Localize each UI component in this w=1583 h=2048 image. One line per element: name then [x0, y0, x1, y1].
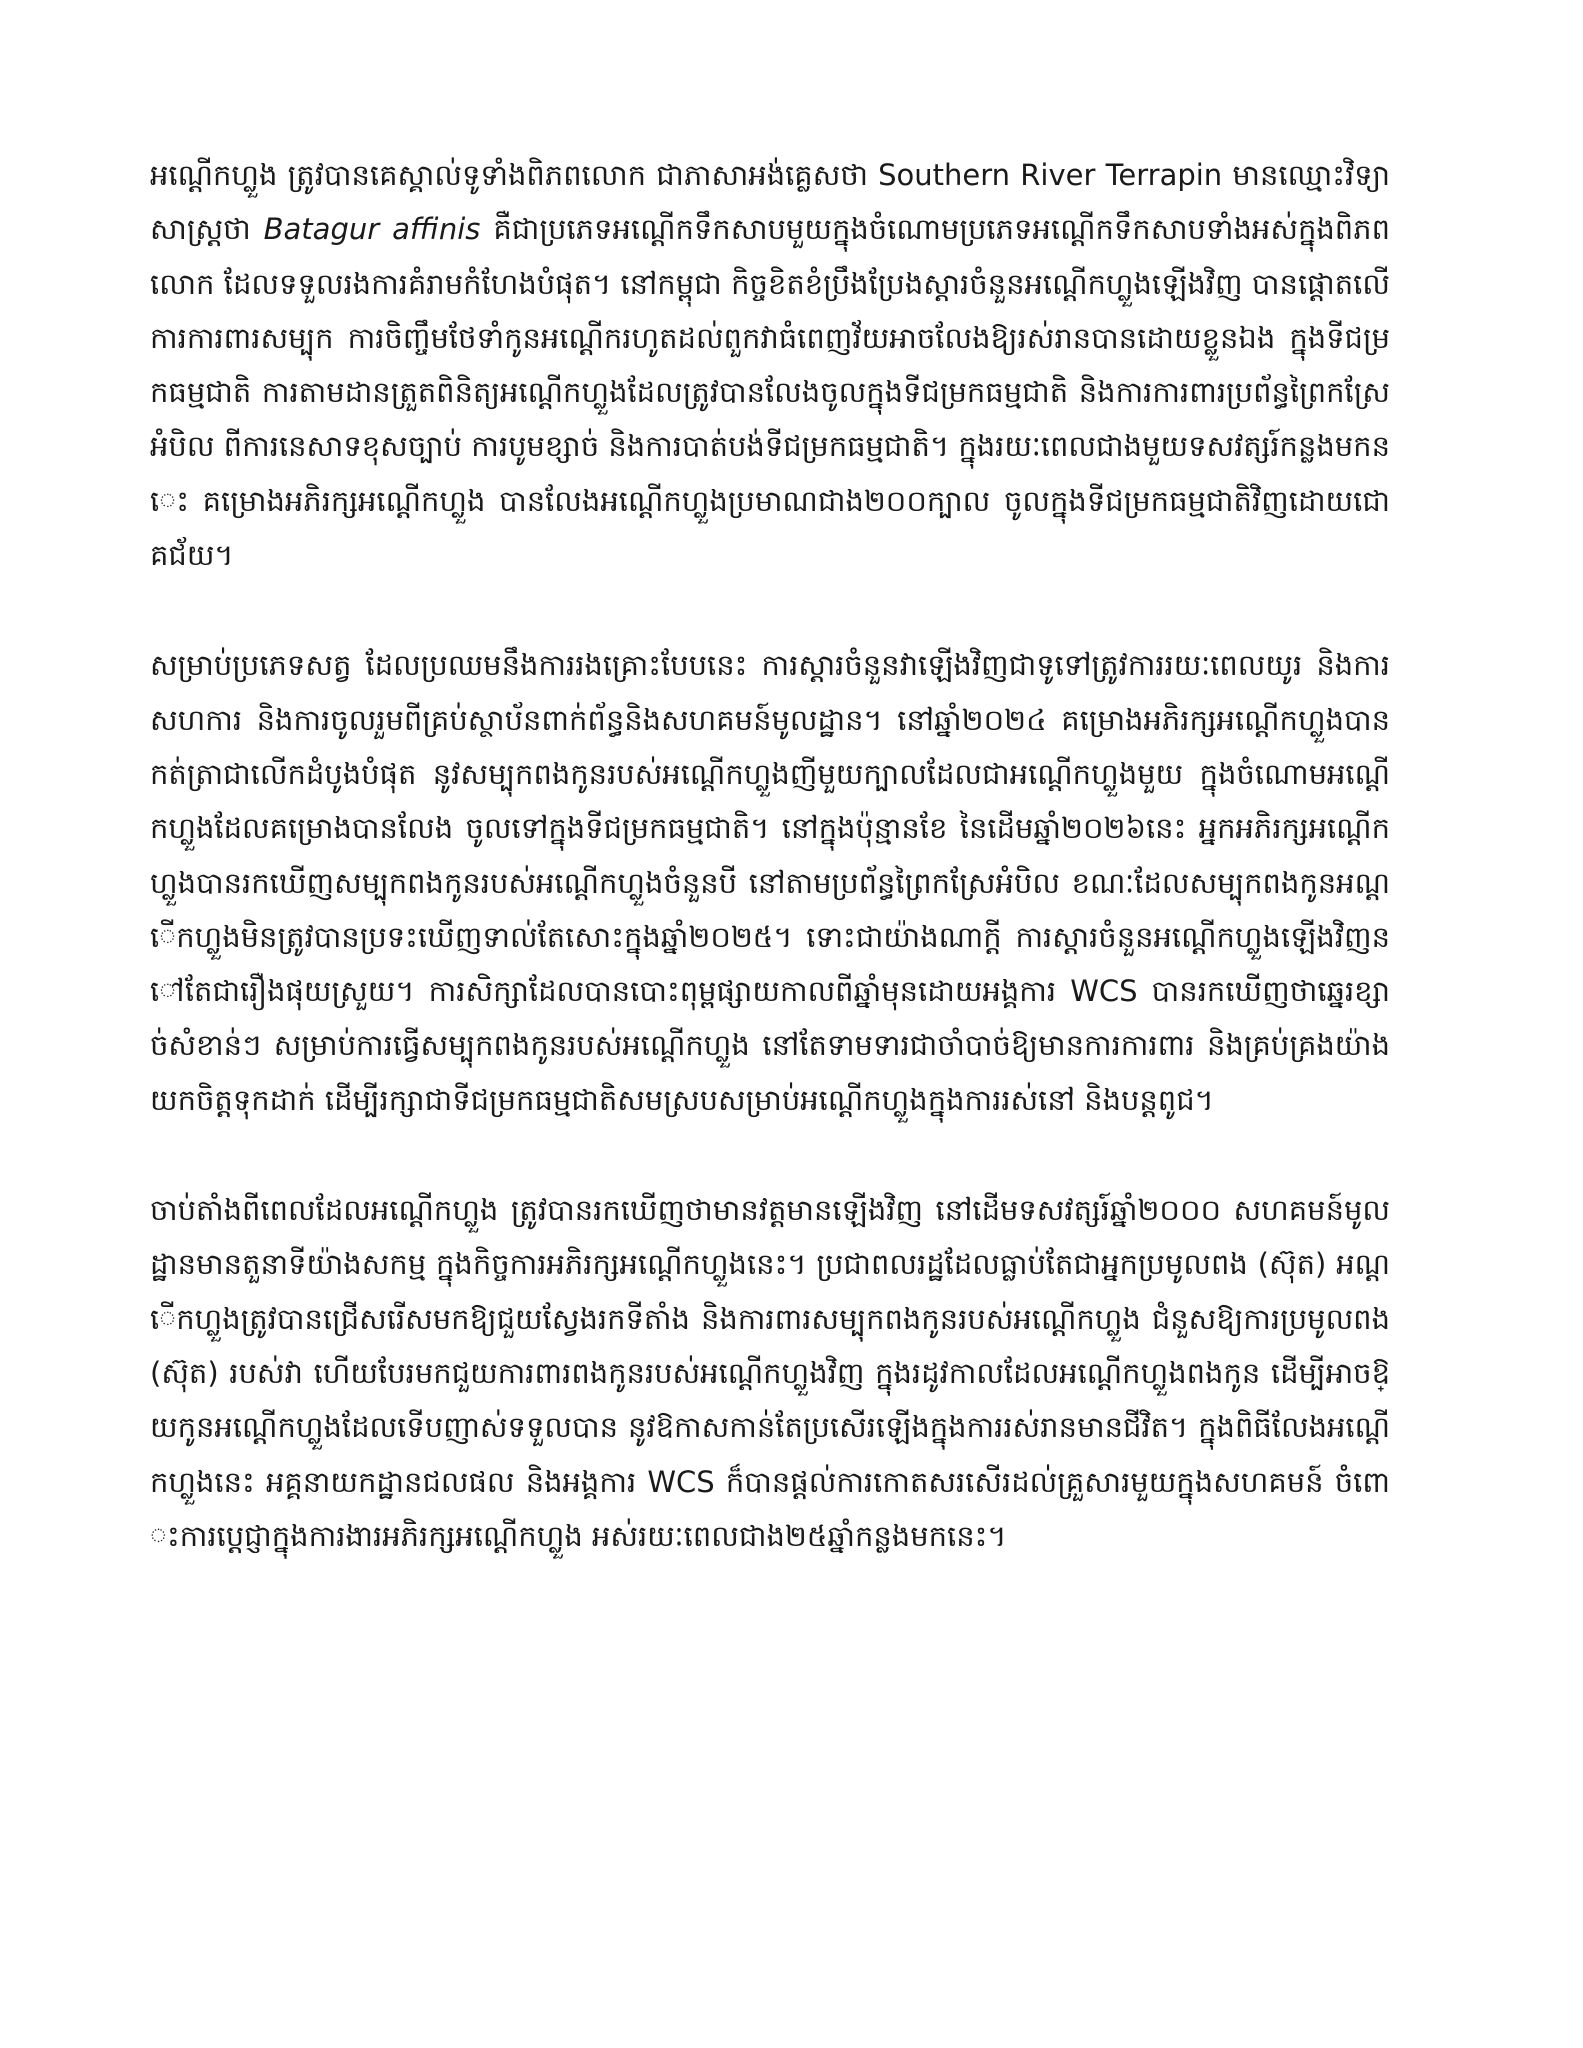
document-page — [150, 148, 1390, 1619]
paragraph-1-text-a: អណ្តើកហ្លួង ត្រូវបានគេស្គាល់ទូទាំងពិភពលោក ជាភាសាអង់គ្លេសថា Southern River Terrapin មានឈ្មោះវិទ្យាសាស្ត្រថា — [150, 158, 1390, 247]
paragraph-2 — [150, 638, 1390, 1127]
paragraph-2-text: សម្រាប់ប្រភេទសត្វ ដែលប្រឈមនឹងការរងគ្រោះបែបនេះ ការស្តារចំនួនវាឡើងវិញជាទូទៅត្រូវការរយៈពេលយូរ និងការសហការ និងការចូលរួមពីគ្រប់ស្ថាប័នពាក់ព័ន្ធនិងសហគមន៍មូលដ្ឋាន។ នៅឆ្នាំ២០២៤ គម្រោងអភិរក្សអណ្តើកហ្លួងបានកត់ត្រាជាលើកដំបូងបំផុត នូវសម្បុកពងកូនរបស់អណ្តើកហ្លួងញីមួយក្បាលដែលជាអណ្តើកហ្លួងមួយ ក្នុងចំណោមអណ្តើកហ្លួងដែលគម្រោងបានលែង ចូលទៅក្នុងទីជម្រកធម្មជាតិ។ នៅក្នុងប៉ុន្មានខែ នៃដើមឆ្នាំ២០២៦នេះ អ្នកអភិរក្សអណ្តើកហ្លួងបានរកឃើញសម្បុកពងកូនរបស់អណ្តើកហ្លួងចំនួនបី នៅតាមប្រព័ន្ធព្រៃកស្រែអំបិល ខណៈដែលសម្បុកពងកូនអណ្តើកហ្លួងមិនត្រូវបានប្រទះឃើញទាល់តែសោះក្នុងឆ្នាំ២០២៥។ ទោះជាយ៉ាងណាក្តី ការស្តារចំនួនអណ្តើកហ្លួងឡើងវិញនៅតែជារឿងផុយស្រួយ។ ការសិក្សាដែលបានបោះពុម្ពផ្សាយកាលពីឆ្នាំមុនដោយអង្គការ WCS បានរកឃើញថាឆ្នេរខ្សាច់សំខាន់ៗ សម្រាប់ការធ្វើសម្បុកពងកូនរបស់អណ្តើកហ្លួង នៅតែទាមទារជាចាំបាច់ឱ្យមានការការពារ និងគ្រប់គ្រងយ៉ាងយកចិត្តទុកដាក់ ដើម្បីរក្សាជាទីជម្រកធម្មជាតិសមស្របសម្រាប់អណ្តើកហ្លួងក្នុងការរស់នៅ និងបន្តពូជ។ — [150, 648, 1390, 1117]
paragraph-3 — [150, 1183, 1390, 1563]
paragraph-1 — [150, 148, 1390, 582]
paragraph-3-text: ចាប់តាំងពីពេលដែលអណ្តើកហ្លួង ត្រូវបានរកឃើញថាមានវត្តមានឡើងវិញ នៅដើមទសវត្សរ៍ឆ្នាំ២០០០ សហគមន៍មូលដ្ឋានមានតួនាទីយ៉ាងសកម្ម ក្នុងកិច្ចការអភិរក្សអណ្តើកហ្លួងនេះ។ ប្រជាពលរដ្ឋដែលធ្លាប់តែជាអ្នកប្រមូលពង (ស៊ុត) អណ្តើកហ្លួងត្រូវបានជ្រើសរើសមកឱ្យជួយស្វែងរកទីតាំង និងការពារសម្បុកពងកូនរបស់អណ្តើកហ្លួង ជំនួសឱ្យការប្រមូលពង (ស៊ុត) របស់វា ហើយបែរមកជួយការពារពងកូនរបស់អណ្តើកហ្លួងវិញ ក្នុងរដូវកាលដែលអណ្តើកហ្លួងពងកូន ដើម្បីអាចឱ្យកូនអណ្តើកហ្លួងដែលទើបញាស់ទទួលបាន នូវឱកាសកាន់តែប្រសើរឡើងក្នុងការរស់រានមានជីវិត។ ក្នុងពិធីលែងអណ្តើកហ្លួងនេះ អគ្គនាយកដ្ឋានជលផល និងអង្គការ WCS ក៏បានផ្តល់ការកោតសរសើរដល់គ្រួសារមួយក្នុងសហគមន៍ ចំពោះការប្តេជ្ញាក្នុងការងារអភិរក្សអណ្តើកហ្លួង អស់រយៈពេលជាង២៥ឆ្នាំកន្លងមកនេះ។ — [150, 1193, 1390, 1553]
scientific-name: Batagur affinis — [263, 212, 481, 247]
paragraph-1-text-b: គឺជាប្រភេទអណ្តើកទឹកសាបមួយក្នុងចំណោមប្រភេទអណ្តើកទឹកសាបទាំងអស់ក្នុងពិភពលោក ដែលទទួលរងការគំរាមកំហែងបំផុត។ នៅកម្ពុជា កិច្ចខិតខំប្រឹងប្រែងស្តារចំនួនអណ្តើកហ្លួងឡើងវិញ បានផ្តោតលើការការពារសម្បុក ការចិញ្ចឹមថែទាំកូនអណ្តើករហូតដល់ពួកវាធំពេញវ័យអាចលែងឱ្យរស់រានបានដោយខ្លួនឯង ក្នុងទីជម្រកធម្មជាតិ ការតាមដានត្រួតពិនិត្យអណ្តើកហ្លួងដែលត្រូវបានលែងចូលក្នុងទីជម្រកធម្មជាតិ និងការការពារប្រព័ន្ធព្រៃកស្រែអំបិល ពីការនេសាទខុសច្បាប់ ការបូមខ្សាច់ និងការបាត់បង់ទីជម្រកធម្មជាតិ។ ក្នុងរយៈពេលជាងមួយទសវត្សរ៍កន្លងមកនេះ គម្រោងអភិរក្សអណ្តើកហ្លួង បានលែងអណ្តើកហ្លួងប្រមាណជាង២០០ក្បាល ចូលក្នុងទីជម្រកធម្មជាតិវិញដោយជោគជ័យ។ — [150, 212, 1390, 573]
